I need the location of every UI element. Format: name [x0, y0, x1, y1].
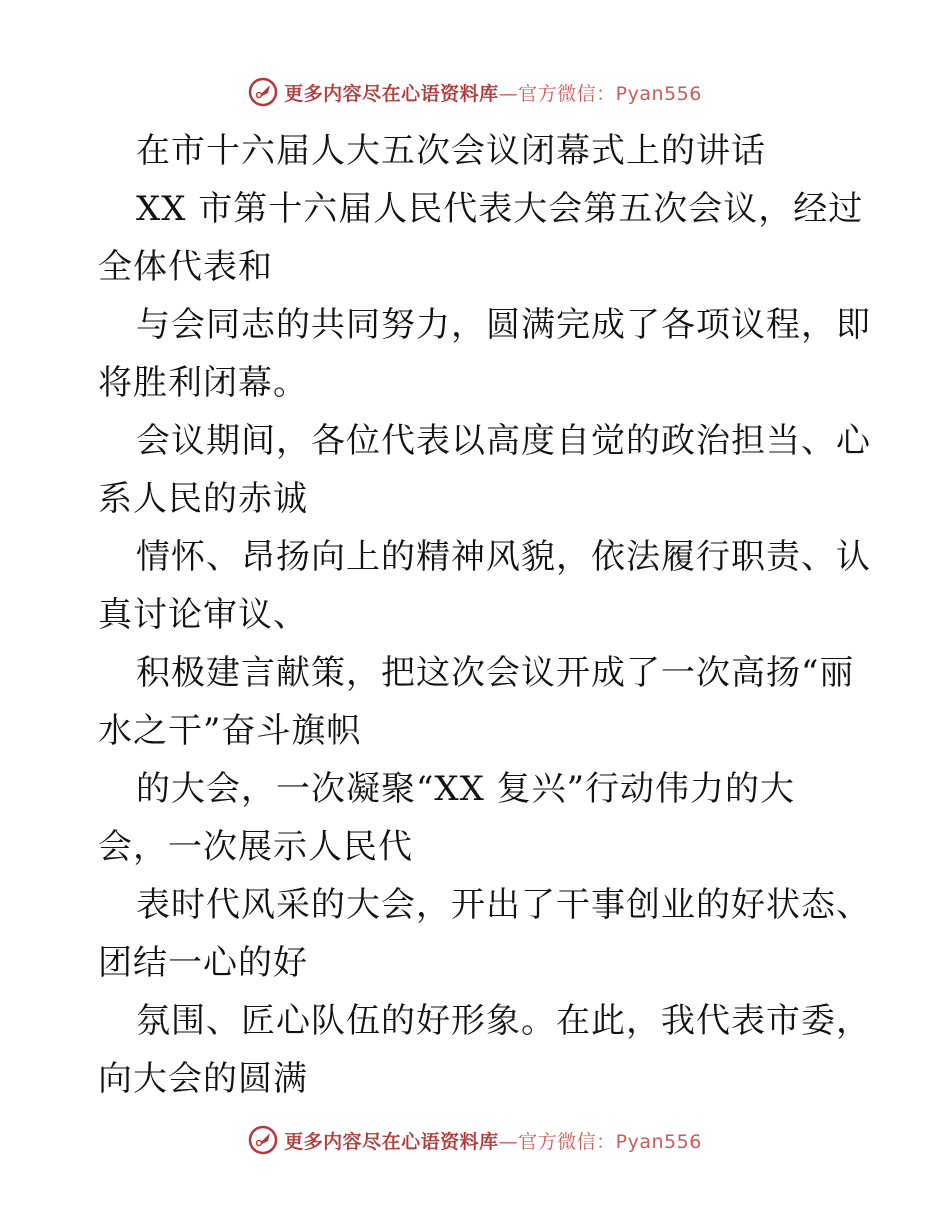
- paragraph-line: 将胜利闭幕。: [98, 363, 308, 403]
- paragraph-line: 系人民的赤诚: [98, 479, 308, 519]
- paragraph-line: 情怀、昂扬向上的精神风貌，依法履行职责、认: [136, 537, 871, 577]
- paragraph-line: 氛围、匠心队伍的好形象。在此，我代表市委，: [136, 1001, 871, 1041]
- header-banner-wechat: —官方微信：Pyan556: [498, 82, 702, 105]
- paragraph-line: 团结一心的好: [98, 943, 308, 983]
- paragraph-line: 全体代表和: [98, 247, 273, 287]
- document-title: 在市十六届人大五次会议闭幕式上的讲话: [136, 131, 766, 171]
- quill-logo-icon: [248, 1125, 278, 1155]
- paragraph-line: 水之干”奋斗旗帜: [98, 711, 362, 751]
- footer-banner-brand: 更多内容尽在心语资料库: [284, 1130, 499, 1153]
- footer-banner-text: [284, 1127, 702, 1154]
- document-body: [98, 122, 871, 1108]
- paragraph-line: 真讨论审议、: [98, 595, 308, 635]
- paragraph-line: 的大会，一次凝聚“XX 复兴”行动伟力的大: [136, 769, 795, 809]
- paragraph-line: 向大会的圆满: [98, 1059, 308, 1099]
- footer-banner: [0, 1120, 950, 1160]
- paragraph-line: 积极建言献策，把这次会议开成了一次高扬“丽: [136, 653, 855, 693]
- quill-logo-icon: [248, 77, 278, 107]
- header-banner-text: [284, 79, 702, 106]
- paragraph-line: 与会同志的共同努力，圆满完成了各项议程，即: [136, 305, 871, 345]
- paragraph-line: 会议期间，各位代表以高度自觉的政治担当、心: [136, 421, 871, 461]
- header-banner: [0, 72, 950, 112]
- paragraph-line: XX 市第十六届人民代表大会第五次会议，经过: [136, 189, 864, 229]
- paragraph-line: 表时代风采的大会，开出了干事创业的好状态、: [136, 885, 871, 925]
- footer-banner-wechat: —官方微信：Pyan556: [498, 1130, 702, 1153]
- paragraph-line: 会，一次展示人民代: [98, 827, 413, 867]
- header-banner-brand: 更多内容尽在心语资料库: [284, 82, 499, 105]
